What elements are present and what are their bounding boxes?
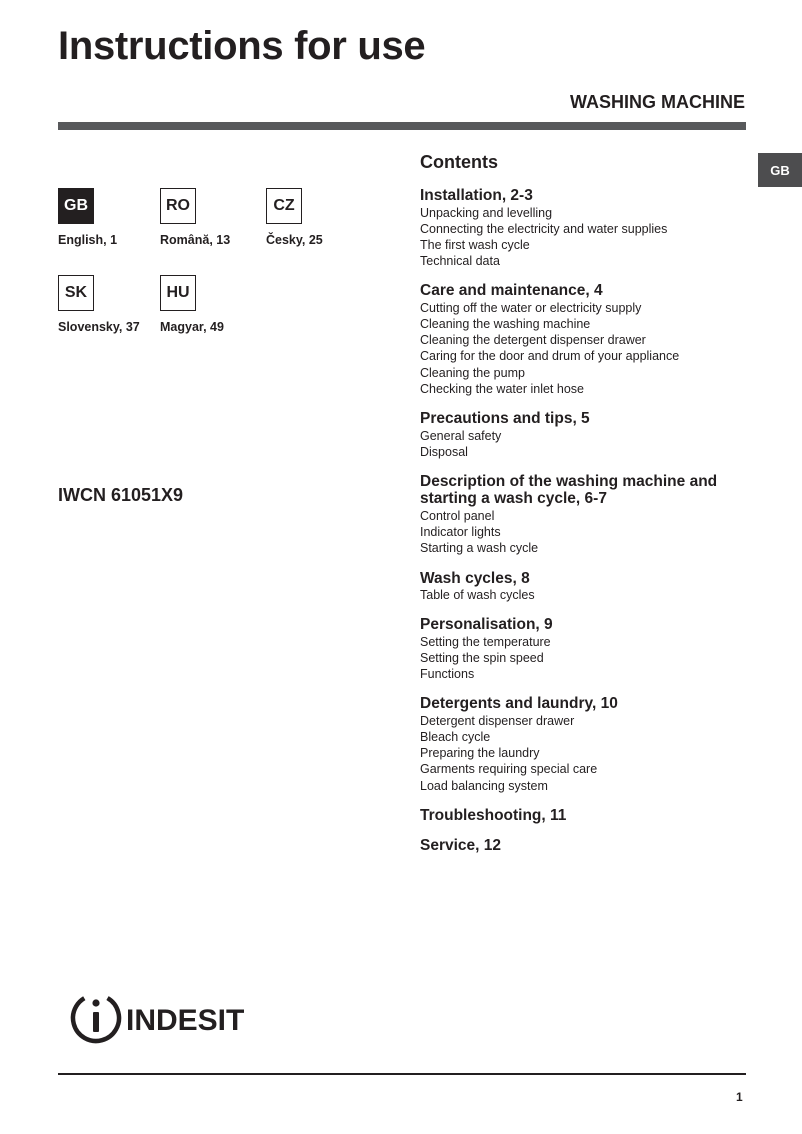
language-code-box: SK xyxy=(58,275,94,311)
section-item[interactable]: Starting a wash cycle xyxy=(420,541,539,556)
section-title[interactable]: Detergents and laundry, 10 xyxy=(420,695,618,713)
section-item[interactable]: Cutting off the water or electricity supply xyxy=(420,300,642,315)
section-title[interactable]: Service, 12 xyxy=(420,837,502,855)
section-item[interactable]: Garments requiring special care xyxy=(420,762,598,777)
contents-section xyxy=(420,187,750,269)
section-item[interactable]: Technical data xyxy=(420,254,500,269)
contents-title: Contents xyxy=(420,152,498,172)
language-hu[interactable] xyxy=(160,275,270,334)
section-title[interactable]: Personalisation, 9 xyxy=(420,616,553,634)
section-item[interactable]: Setting the temperature xyxy=(420,634,551,649)
indesit-logo-icon xyxy=(70,992,270,1044)
language-ro[interactable] xyxy=(160,188,270,247)
section-item[interactable]: Connecting the electricity and water supplies xyxy=(420,221,668,236)
section-item[interactable]: Table of wash cycles xyxy=(420,588,535,603)
section-title[interactable]: Care and maintenance, 4 xyxy=(420,282,603,300)
section-item[interactable]: Preparing the laundry xyxy=(420,746,540,761)
section-title[interactable]: Description of the washing machine and starting a wash cycle, 6-7 xyxy=(420,472,718,508)
section-item[interactable]: Functions xyxy=(420,667,475,682)
language-name: Slovensky, 37 xyxy=(58,320,140,334)
contents-section xyxy=(420,282,750,397)
section-item[interactable]: Cleaning the detergent dispenser drawer xyxy=(420,333,646,348)
contents-sections xyxy=(420,187,750,855)
model-number: IWCN 61051X9 xyxy=(58,485,184,505)
language-name: Česky, 25 xyxy=(266,233,323,247)
contents-section xyxy=(420,807,750,825)
contents-section xyxy=(420,695,750,794)
language-code-box: HU xyxy=(160,275,196,311)
language-code-box: GB xyxy=(58,188,94,224)
section-item[interactable]: General safety xyxy=(420,428,502,443)
section-item[interactable]: Detergent dispenser drawer xyxy=(420,713,575,728)
page-title: Instructions for use xyxy=(58,24,426,68)
section-item[interactable]: Bleach cycle xyxy=(420,730,491,745)
language-name: English, 1 xyxy=(58,233,118,247)
product-type: WASHING MACHINE xyxy=(570,92,745,112)
section-item[interactable]: Cleaning the pump xyxy=(420,365,525,380)
brand-logo-text: INDESIT xyxy=(126,1004,245,1037)
section-item[interactable]: Control panel xyxy=(420,508,495,523)
language-code-box: CZ xyxy=(266,188,302,224)
contents-section xyxy=(420,837,750,855)
section-item[interactable]: Checking the water inlet hose xyxy=(420,381,584,396)
language-name: Română, 13 xyxy=(160,233,231,247)
section-item[interactable]: The first wash cycle xyxy=(420,237,530,252)
header-divider xyxy=(58,122,746,130)
section-title[interactable]: Wash cycles, 8 xyxy=(420,569,530,587)
table-of-contents xyxy=(420,151,750,868)
section-item[interactable]: Load balancing system xyxy=(420,778,548,793)
contents-section xyxy=(420,410,750,460)
contents-section xyxy=(420,570,750,604)
section-item[interactable]: Unpacking and levelling xyxy=(420,205,553,220)
section-item[interactable]: Setting the spin speed xyxy=(420,650,544,665)
section-item[interactable]: Disposal xyxy=(420,444,468,459)
contents-section xyxy=(420,473,750,557)
section-item[interactable]: Caring for the door and drum of your appliance xyxy=(420,349,680,364)
language-sk[interactable] xyxy=(58,275,168,334)
footer-divider xyxy=(58,1073,746,1075)
language-side-tab: GB xyxy=(758,153,802,187)
language-name: Magyar, 49 xyxy=(160,320,224,334)
section-title[interactable]: Precautions and tips, 5 xyxy=(420,410,590,428)
contents-section xyxy=(420,616,750,682)
section-title[interactable]: Troubleshooting, 11 xyxy=(420,806,567,824)
language-cz[interactable] xyxy=(266,188,376,247)
language-code-box: RO xyxy=(160,188,196,224)
page-number: 1 xyxy=(736,1090,743,1104)
section-item[interactable]: Indicator lights xyxy=(420,525,501,540)
section-title[interactable]: Installation, 2-3 xyxy=(420,187,533,204)
language-gb[interactable] xyxy=(58,188,168,247)
section-item[interactable]: Cleaning the washing machine xyxy=(420,317,591,332)
